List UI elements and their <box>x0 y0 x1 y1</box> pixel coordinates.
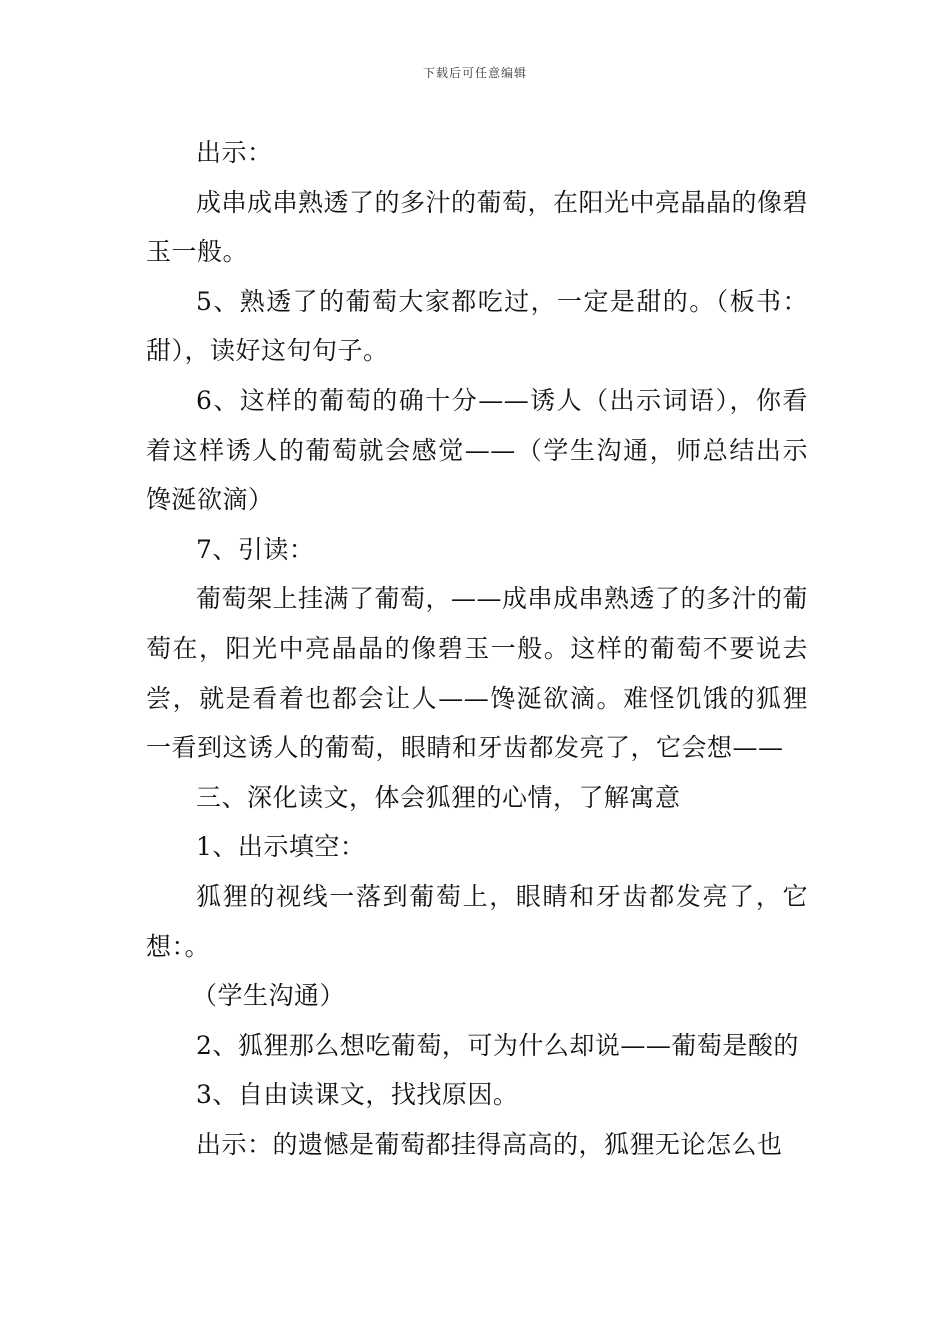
paragraph-10: （学生沟通） <box>192 981 346 1011</box>
section-heading: 三、深化读文，体会狐狸的心情，了解寓意 <box>196 782 681 812</box>
paragraph-1: 出示： <box>196 138 273 167</box>
paragraph-12: 3、自由读课文，找找原因。 <box>196 1080 519 1110</box>
paragraph-2: 成串成串熟透了的多汁的葡萄，在阳光中亮晶晶的像碧玉一般。 <box>146 187 809 267</box>
paragraph-4: 6、这样的葡萄的确十分——诱人（出示词语），你看着这样诱人的葡萄就会感觉——（学生沟通，师总结出示馋涎欲滴） <box>146 385 808 515</box>
paragraph-6: 葡萄架上挂满了葡萄，——成串成串熟透了的多汁的葡萄在，阳光中亮晶晶的像碧玉一般。这样的葡萄不要说去尝，就是看着也都会让人——馋涎欲滴。难怪饥饿的狐狸一看到这诱人的葡萄，眼睛和牙齿都发亮了，它会想—— <box>146 584 809 763</box>
paragraph-9: 狐狸的视线一落到葡萄上，眼睛和牙齿都发亮了，它想：。 <box>146 881 808 961</box>
document-body <box>146 128 808 1169</box>
paragraph-3: 5、熟透了的葡萄大家都吃过，一定是甜的。（板书：甜），读好这句句子。 <box>146 286 808 366</box>
paragraph-13: 出示：的遗憾是葡萄都挂得高高的，狐狸无论怎么也 <box>196 1129 783 1159</box>
paragraph-5: 7、引读： <box>196 534 315 564</box>
page-header: 下载后可任意编辑 <box>422 66 527 80</box>
paragraph-8: 1、出示填空： <box>196 832 366 862</box>
paragraph-11: 2、狐狸那么想吃葡萄，可为什么却说——葡萄是酸的 <box>196 1030 799 1060</box>
